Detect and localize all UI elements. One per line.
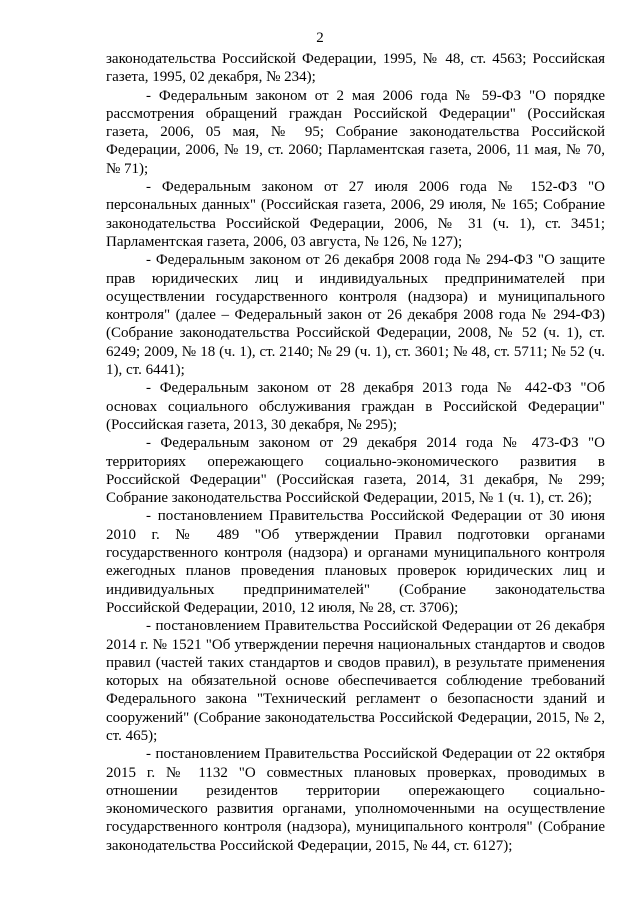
list-item: - постановлением Правительства Российской Федерации от 30 июня 2010 г. № 489 "Об утверждении Правил подготовки органами государственного контроля (надзора) и органами муниципального контроля ежегодных планов проведения плановых проверок юридических лиц и индивидуальных предпринимателей" (Собрание законодательства Российской Федерации, 2010, 12 июля, № 28, ст. 3706); bbox=[106, 508, 605, 616]
document-body bbox=[106, 50, 605, 855]
list-item: - Федеральным законом от 28 декабря 2013 года № 442-ФЗ "Об основах социального обслуживания граждан в Российской Федерации" (Российская газета, 2013, 30 декабря, № 295); bbox=[106, 380, 605, 433]
paragraph-continuation: законодательства Российской Федерации, 1995, № 48, ст. 4563; Российская газета, 1995, 02 декабря, № 234); bbox=[106, 51, 605, 86]
list-item: - Федеральным законом от 27 июля 2006 года № 152-ФЗ "О персональных данных" (Российская газета, 2006, 29 июля, № 165; Собрание законодательства Российской Федерации, 2006, № 31 (ч. 1), ст. 3451; Парламентская газета, 2006, 03 августа, № 126, № 127); bbox=[106, 179, 605, 250]
list-item: - постановлением Правительства Российской Федерации от 26 декабря 2014 г. № 1521 "Об утверждении перечня национальных стандартов и сводов правил (частей таких стандартов и сводов правил), в результате применения которых на обязательной основе обеспечивается соблюдение требований Федерального закона "Технический регламент о безопасности зданий и сооружений" (Собрание законодательства Российской Федерации, 2015, № 2, ст. 465); bbox=[106, 618, 605, 744]
page-number: 2 bbox=[316, 30, 324, 46]
list-item: - Федеральным законом от 29 декабря 2014 года № 473-ФЗ "О территориях опережающего социально-экономического развития в Российской Федерации" (Российская газета, 2014, 31 декабря, № 299; Собрание законодательства Российской Федерации, 2015, № 1 (ч. 1), ст. 26); bbox=[106, 435, 605, 507]
list-item: - Федеральным законом от 26 декабря 2008 года № 294-ФЗ "О защите прав юридических лиц и индивидуальных предпринимателей при осуществлении государственного контроля (надзора) и муниципального контроля" (далее – Федеральный закон от 26 декабря 2008 года № 294-ФЗ) (Собрание законодательства Российской Федерации, 2008, № 52 (ч. 1), ст. 6249; 2009, № 18 (ч. 1), ст. 2140; № 29 (ч. 1), ст. 3601; № 48, ст. 5711; № 52 (ч. 1), ст. 6441); bbox=[106, 252, 605, 379]
list-item: - постановлением Правительства Российской Федерации от 22 октября 2015 г. № 1132 "О совместных плановых проверках, проводимых в отношении резидентов территории опережающего социально-экономического развития органами, уполномоченными на осуществление государственного контроля (надзора), муниципального контроля" (Собрание законодательства Российской Федерации, 2015, № 44, ст. 6127); bbox=[106, 746, 605, 854]
list-item: - Федеральным законом от 2 мая 2006 года № 59-ФЗ "О порядке рассмотрения обращений граждан Российской Федерации" (Российская газета, 2006, 05 мая, № 95; Собрание законодательства Российской Федерации, 2006, № 19, ст. 2060; Парламентская газета, 2006, 11 мая, № 70, № 71); bbox=[106, 87, 605, 177]
